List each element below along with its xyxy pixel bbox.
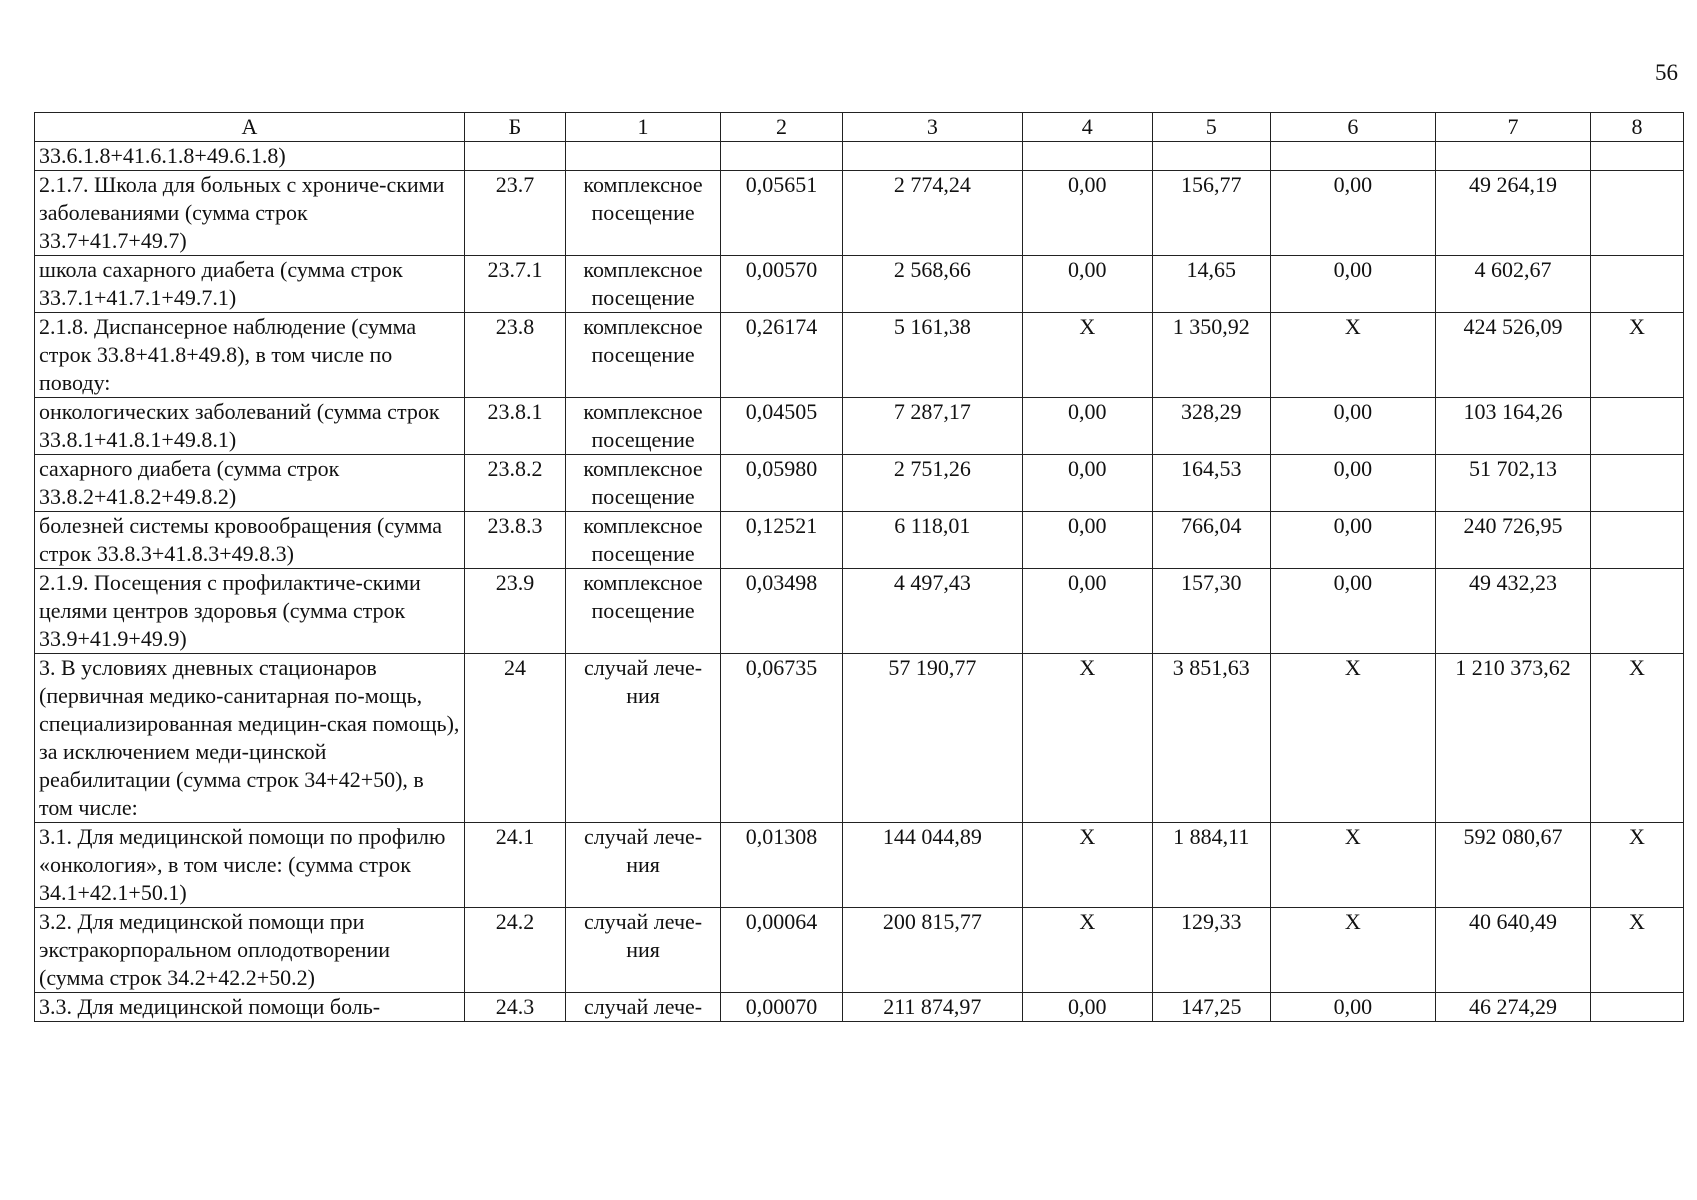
row-col-3: 2 751,26 (842, 455, 1022, 512)
row-col-7: 240 726,95 (1435, 512, 1590, 569)
row-col-8: X (1590, 313, 1683, 398)
row-unit (566, 142, 721, 171)
row-col-3: 6 118,01 (842, 512, 1022, 569)
row-col-3: 7 287,17 (842, 398, 1022, 455)
table-row (35, 171, 1684, 256)
row-col-2: 0,00070 (721, 993, 843, 1022)
row-unit: комплексное посещение (566, 569, 721, 654)
row-col-2: 0,00570 (721, 256, 843, 313)
row-col-2: 0,26174 (721, 313, 843, 398)
row-col-6: 0,00 (1270, 569, 1435, 654)
header-2: 2 (721, 113, 843, 142)
row-col-7: 46 274,29 (1435, 993, 1590, 1022)
row-col-4: X (1022, 823, 1152, 908)
row-col-4: X (1022, 908, 1152, 993)
row-unit: комплексное посещение (566, 256, 721, 313)
page-number: 56 (1655, 60, 1678, 85)
row-description: болезней системы кровообращения (сумма строк 33.8.3+41.8.3+49.8.3) (35, 512, 465, 569)
row-col-5: 157,30 (1152, 569, 1270, 654)
row-col-8 (1590, 171, 1683, 256)
row-unit: комплексное посещение (566, 512, 721, 569)
row-unit: случай лече-ния (566, 908, 721, 993)
row-code (464, 142, 565, 171)
row-col-4: 0,00 (1022, 993, 1152, 1022)
row-col-6: X (1270, 823, 1435, 908)
row-col-2: 0,05980 (721, 455, 843, 512)
header-6: 6 (1270, 113, 1435, 142)
row-col-6: X (1270, 313, 1435, 398)
row-col-8 (1590, 993, 1683, 1022)
row-col-5 (1152, 142, 1270, 171)
row-col-4: 0,00 (1022, 256, 1152, 313)
row-col-4: X (1022, 313, 1152, 398)
row-col-2 (721, 142, 843, 171)
row-col-2: 0,04505 (721, 398, 843, 455)
row-col-5: 129,33 (1152, 908, 1270, 993)
row-col-5: 3 851,63 (1152, 654, 1270, 823)
row-unit: случай лече-ния (566, 823, 721, 908)
row-unit: комплексное посещение (566, 171, 721, 256)
row-code: 23.8.2 (464, 455, 565, 512)
row-description: 3.1. Для медицинской помощи по профилю «онкология», в том числе: (сумма строк 34.1+42.1+50.1) (35, 823, 465, 908)
row-unit: случай лече- (566, 993, 721, 1022)
table-row (35, 398, 1684, 455)
table-row (35, 993, 1684, 1022)
row-col-7: 103 164,26 (1435, 398, 1590, 455)
row-col-6: 0,00 (1270, 455, 1435, 512)
row-col-3: 2 568,66 (842, 256, 1022, 313)
row-col-3: 211 874,97 (842, 993, 1022, 1022)
row-col-4 (1022, 142, 1152, 171)
row-col-6: 0,00 (1270, 256, 1435, 313)
row-col-8 (1590, 256, 1683, 313)
row-col-4: 0,00 (1022, 171, 1152, 256)
row-col-6: 0,00 (1270, 398, 1435, 455)
row-col-8 (1590, 455, 1683, 512)
table-row (35, 654, 1684, 823)
row-col-6: X (1270, 908, 1435, 993)
row-code: 23.7.1 (464, 256, 565, 313)
row-col-2: 0,12521 (721, 512, 843, 569)
row-col-2: 0,00064 (721, 908, 843, 993)
table-row (35, 569, 1684, 654)
row-col-8 (1590, 512, 1683, 569)
row-description: 3.3. Для медицинской помощи боль- (35, 993, 465, 1022)
header-4: 4 (1022, 113, 1152, 142)
row-col-4: X (1022, 654, 1152, 823)
row-col-5: 147,25 (1152, 993, 1270, 1022)
row-col-5: 156,77 (1152, 171, 1270, 256)
row-col-7: 592 080,67 (1435, 823, 1590, 908)
row-description: школа сахарного диабета (сумма строк 33.7.1+41.7.1+49.7.1) (35, 256, 465, 313)
row-col-7 (1435, 142, 1590, 171)
row-col-8: X (1590, 654, 1683, 823)
row-col-6: 0,00 (1270, 171, 1435, 256)
table-row (35, 823, 1684, 908)
row-description: 2.1.9. Посещения с профилактиче-скими целями центров здоровья (сумма строк 33.9+41.9+49.9) (35, 569, 465, 654)
table-row (35, 142, 1684, 171)
data-table (34, 112, 1684, 1022)
header-5: 5 (1152, 113, 1270, 142)
row-col-8 (1590, 398, 1683, 455)
row-col-5: 164,53 (1152, 455, 1270, 512)
table-body (35, 142, 1684, 1022)
row-col-7: 424 526,09 (1435, 313, 1590, 398)
row-col-8 (1590, 142, 1683, 171)
row-col-5: 1 884,11 (1152, 823, 1270, 908)
row-col-4: 0,00 (1022, 398, 1152, 455)
row-col-3: 2 774,24 (842, 171, 1022, 256)
row-description: 2.1.7. Школа для больных с хрониче-скими заболеваниями (сумма строк 33.7+41.7+49.7) (35, 171, 465, 256)
row-col-3: 4 497,43 (842, 569, 1022, 654)
table-row (35, 512, 1684, 569)
row-col-4: 0,00 (1022, 512, 1152, 569)
row-col-7: 51 702,13 (1435, 455, 1590, 512)
row-description: 3.2. Для медицинской помощи при экстракорпоральном оплодотворении (сумма строк 34.2+42.2+50.2) (35, 908, 465, 993)
row-description: 33.6.1.8+41.6.1.8+49.6.1.8) (35, 142, 465, 171)
row-code: 24 (464, 654, 565, 823)
row-description: сахарного диабета (сумма строк 33.8.2+41.8.2+49.8.2) (35, 455, 465, 512)
row-col-8 (1590, 569, 1683, 654)
table-row (35, 313, 1684, 398)
row-col-7: 40 640,49 (1435, 908, 1590, 993)
row-col-2: 0,03498 (721, 569, 843, 654)
row-col-5: 14,65 (1152, 256, 1270, 313)
header-7: 7 (1435, 113, 1590, 142)
row-code: 23.9 (464, 569, 565, 654)
row-col-3: 144 044,89 (842, 823, 1022, 908)
row-description: онкологических заболеваний (сумма строк 33.8.1+41.8.1+49.8.1) (35, 398, 465, 455)
row-col-7: 49 264,19 (1435, 171, 1590, 256)
row-col-6: 0,00 (1270, 512, 1435, 569)
header-b: Б (464, 113, 565, 142)
header-8: 8 (1590, 113, 1683, 142)
row-code: 23.8.3 (464, 512, 565, 569)
row-unit: комплексное посещение (566, 398, 721, 455)
row-col-3: 200 815,77 (842, 908, 1022, 993)
row-col-3: 57 190,77 (842, 654, 1022, 823)
row-code: 23.7 (464, 171, 565, 256)
row-col-6: 0,00 (1270, 993, 1435, 1022)
row-col-3: 5 161,38 (842, 313, 1022, 398)
row-code: 24.3 (464, 993, 565, 1022)
row-description: 3. В условиях дневных стационаров (первичная медико-санитарная по-мощь, специализированная медицин-ская помощь), за исключением меди-цинской реабилитации (сумма строк 34+42+50), в том числе: (35, 654, 465, 823)
row-unit: комплексное посещение (566, 313, 721, 398)
row-col-4: 0,00 (1022, 569, 1152, 654)
row-col-8: X (1590, 908, 1683, 993)
row-col-4: 0,00 (1022, 455, 1152, 512)
row-col-6: X (1270, 654, 1435, 823)
table-row (35, 908, 1684, 993)
row-col-2: 0,05651 (721, 171, 843, 256)
row-col-7: 49 432,23 (1435, 569, 1590, 654)
table-row (35, 256, 1684, 313)
row-unit: комплексное посещение (566, 455, 721, 512)
row-col-8: X (1590, 823, 1683, 908)
row-description: 2.1.8. Диспансерное наблюдение (сумма строк 33.8+41.8+49.8), в том числе по поводу: (35, 313, 465, 398)
row-code: 23.8.1 (464, 398, 565, 455)
header-row (35, 113, 1684, 142)
row-code: 24.2 (464, 908, 565, 993)
row-col-7: 1 210 373,62 (1435, 654, 1590, 823)
row-col-2: 0,06735 (721, 654, 843, 823)
row-code: 24.1 (464, 823, 565, 908)
header-a: А (35, 113, 465, 142)
row-col-3 (842, 142, 1022, 171)
header-1: 1 (566, 113, 721, 142)
row-col-6 (1270, 142, 1435, 171)
row-col-5: 328,29 (1152, 398, 1270, 455)
row-col-7: 4 602,67 (1435, 256, 1590, 313)
row-col-2: 0,01308 (721, 823, 843, 908)
row-col-5: 1 350,92 (1152, 313, 1270, 398)
row-col-5: 766,04 (1152, 512, 1270, 569)
row-unit: случай лече-ния (566, 654, 721, 823)
header-3: 3 (842, 113, 1022, 142)
table-row (35, 455, 1684, 512)
row-code: 23.8 (464, 313, 565, 398)
